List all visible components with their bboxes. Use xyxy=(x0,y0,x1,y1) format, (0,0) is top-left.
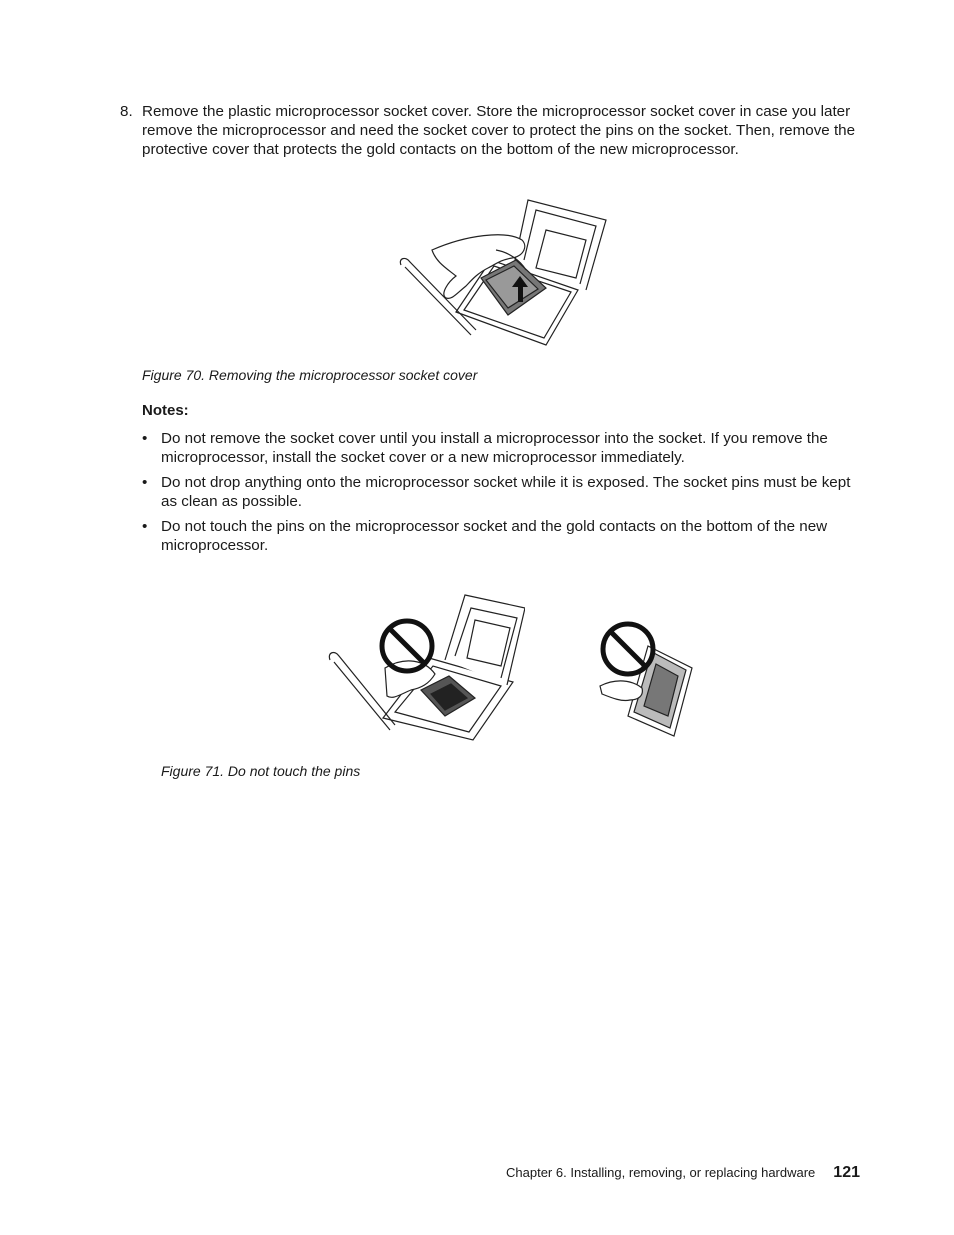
notes-list xyxy=(142,429,862,561)
prohibition-icon xyxy=(603,624,653,674)
chapter-title: Chapter 6. Installing, removing, or replacing hardware xyxy=(506,1165,816,1180)
figure-71-socket-illustration xyxy=(325,590,525,745)
figure-70-caption: Figure 70. Removing the microprocessor socket cover xyxy=(142,367,478,383)
note-item: • Do not remove the socket cover until you install a microprocessor into the socket. If you remove the microprocessor, install the socket cover or a new microprocessor immediately. xyxy=(142,430,828,466)
notes-heading: Notes: xyxy=(142,402,189,419)
note-item: • Do not drop anything onto the microprocessor socket while it is exposed. The socket pins must be kept as clean as possible. xyxy=(142,474,851,510)
step-text: Remove the plastic microprocessor socket cover. Store the microprocessor socket cover in case you later remove the microprocessor and need the socket cover to protect the pins on the socket. Then, remove the protective cover that protects the gold contacts on the bottom of the new microprocessor. xyxy=(142,103,856,158)
note-item: • Do not touch the pins on the microprocessor socket and the gold contacts on the bottom of the new microprocessor. xyxy=(142,518,828,554)
figure-71-processor-illustration xyxy=(596,616,696,741)
figure-70-illustration xyxy=(396,190,611,350)
page-footer xyxy=(506,1163,860,1183)
step-number: 8. xyxy=(120,103,133,120)
page-number: 121 xyxy=(833,1164,860,1181)
figure-71-caption: Figure 71. Do not touch the pins xyxy=(161,763,361,779)
